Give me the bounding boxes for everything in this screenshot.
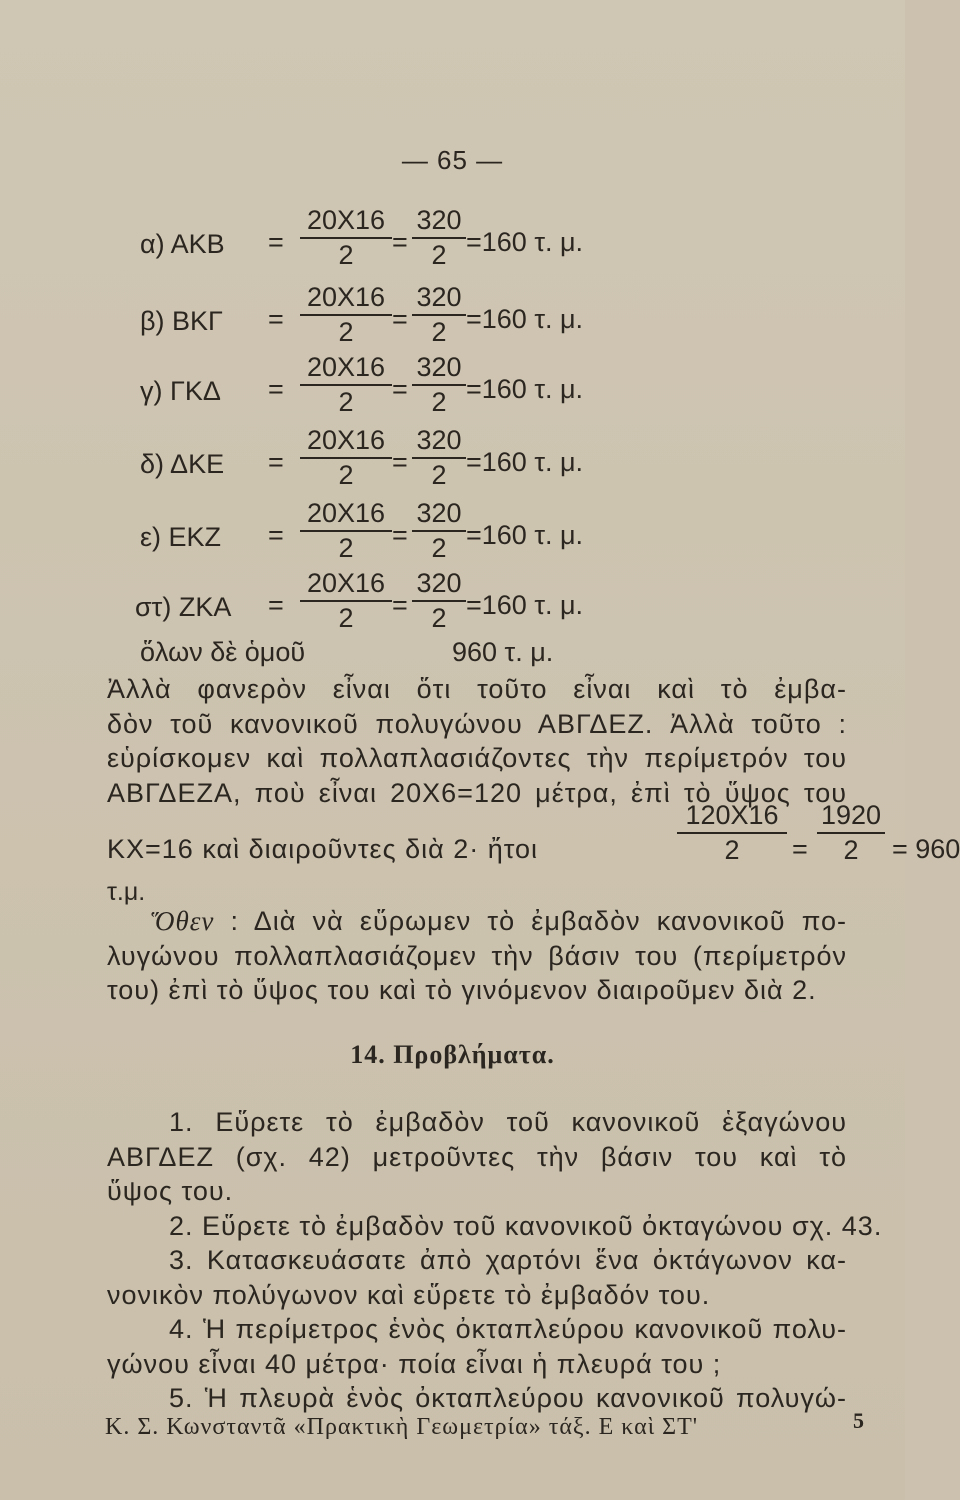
equals-sign: = xyxy=(268,374,284,404)
numerator: 320 xyxy=(416,568,462,598)
text-line: γώνου εἶναι 40 μέτρα· ποία εἶναι ἡ πλευρά του ; xyxy=(107,1348,722,1379)
equals-sign: = xyxy=(268,227,284,257)
text-span: : Διὰ νὰ εὕρωμεν τὸ ἐμβαδὸν κανονικοῦ πο- xyxy=(230,906,847,936)
numerator: 20X16 xyxy=(306,282,386,312)
fraction-bar xyxy=(412,600,466,602)
equation-label: β) ΒΚΓ xyxy=(140,306,223,336)
equation-label: γ) ΓΚΔ xyxy=(140,376,221,406)
sum-label: ὅλων δὲ ὁμοῦ xyxy=(140,637,306,667)
fraction xyxy=(817,800,885,866)
fraction xyxy=(300,282,392,348)
signature-mark: 5 xyxy=(853,1408,865,1433)
equation-label: α) ΑΚΒ xyxy=(140,229,225,259)
equals-sign: = xyxy=(268,447,284,477)
equation-label: ε) ΕΚΖ xyxy=(140,522,222,552)
numerator: 320 xyxy=(416,205,462,235)
equation-label: στ) ΖΚΑ xyxy=(135,592,232,622)
numerator: 20X16 xyxy=(306,205,386,235)
fraction xyxy=(412,205,466,271)
equals-sign: = xyxy=(392,227,408,257)
fraction-bar xyxy=(300,237,392,239)
paragraph xyxy=(107,672,847,810)
equation-result: =160 τ. μ. xyxy=(466,304,584,334)
page-number: — 65 — xyxy=(401,145,504,175)
fraction xyxy=(412,282,466,348)
denominator: 2 xyxy=(431,603,447,633)
equals-sign: = xyxy=(268,520,284,550)
denominator: 2 xyxy=(843,835,859,865)
denominator: 2 xyxy=(431,460,447,490)
fraction xyxy=(677,800,787,866)
sum-total: 960 τ. μ. xyxy=(452,637,554,667)
problem-item: 1. Εὕρετε τὸ ἐμβαδὸν τοῦ κανονικοῦ ἑξαγώνου xyxy=(169,1107,847,1137)
equals-sign: = xyxy=(792,834,808,864)
problem-item: 5. Ἡ πλευρὰ ἑνὸς ὀκταπλεύρου κανονικοῦ πολυγώ- xyxy=(169,1383,847,1413)
sum-row xyxy=(140,637,740,668)
text-line: ὕψος του. xyxy=(107,1176,234,1206)
text-line: του) ἐπὶ τὸ ὕψος του καὶ τὸ γινόμενον διαιροῦμεν διὰ 2. xyxy=(107,975,817,1005)
fraction-bar xyxy=(412,314,466,316)
equals-sign: = xyxy=(268,590,284,620)
fraction xyxy=(300,498,392,564)
equation-result: =160 τ. μ. xyxy=(466,520,584,550)
problem-item: 3. Κατασκευάσατε ἀπὸ χαρτόνι ἕνα ὀκτάγωνον κα- xyxy=(169,1245,847,1275)
equation-result: =160 τ. μ. xyxy=(466,227,584,257)
text-line: εὑρίσκομεν καὶ πολλαπλασιάζοντες τὴν περίμετρόν του xyxy=(107,743,847,773)
problems-list xyxy=(107,1105,883,1416)
fraction xyxy=(412,425,466,491)
denominator: 2 xyxy=(338,317,354,347)
denominator: 2 xyxy=(431,240,447,270)
problem-item: 2. Εὕρετε τὸ ἐμβαδὸν τοῦ κανονικοῦ ὀκταγώνου σχ. 43. xyxy=(169,1210,883,1241)
unit-label: τ.μ. xyxy=(107,878,146,906)
equation-result: =160 τ. μ. xyxy=(466,590,584,620)
fraction-bar xyxy=(300,530,392,532)
equals-sign: = xyxy=(392,447,408,477)
equals-sign: = xyxy=(392,520,408,550)
italic-lead-word: Ὅθεν xyxy=(151,906,215,936)
kx-equation-line xyxy=(107,800,960,880)
fraction-bar xyxy=(412,530,466,532)
equation-result: =160 τ. μ. xyxy=(466,374,584,404)
text-line: ΚΧ=16 καὶ διαιροῦντες διὰ 2· ἤτοι xyxy=(107,834,539,864)
fraction-bar xyxy=(412,457,466,459)
fraction xyxy=(412,498,466,564)
fraction xyxy=(300,352,392,418)
fraction xyxy=(300,568,392,634)
page-footer xyxy=(105,1408,865,1441)
fraction-bar xyxy=(677,832,787,834)
equation-label: δ) ΔΚΕ xyxy=(140,449,225,479)
equals-sign: = xyxy=(392,374,408,404)
denominator: 2 xyxy=(338,387,354,417)
numerator: 20X16 xyxy=(306,498,386,528)
fraction-bar xyxy=(412,237,466,239)
denominator: 2 xyxy=(431,317,447,347)
fraction xyxy=(412,568,466,634)
numerator: 320 xyxy=(416,498,462,528)
fraction-bar xyxy=(300,457,392,459)
fraction-bar xyxy=(300,314,392,316)
denominator: 2 xyxy=(338,460,354,490)
fraction-bar xyxy=(300,384,392,386)
equals-sign: = xyxy=(392,590,408,620)
equals-sign: = xyxy=(268,304,284,334)
fraction-bar xyxy=(300,600,392,602)
numerator: 20X16 xyxy=(306,425,386,455)
fraction-bar xyxy=(817,832,885,834)
numerator: 320 xyxy=(416,425,462,455)
fraction xyxy=(300,425,392,491)
text-line: ΑΒΓΔΕΖΑ, ποὺ εἶναι 20Χ6=120 μέτρα, ἐπὶ τὸ ὕψος του xyxy=(107,777,847,808)
footer-citation: Κ. Σ. Κωνσταντᾶ «Πρακτικὴ Γεωμετρία» τάξ. Ε καὶ ΣΤ' xyxy=(105,1414,699,1440)
denominator: 2 xyxy=(338,240,354,270)
denominator: 2 xyxy=(724,835,740,865)
numerator: 320 xyxy=(416,352,462,382)
numerator: 120X16 xyxy=(685,800,779,830)
section-heading: 14. Προβλήματα. xyxy=(350,1040,555,1069)
rule-paragraph xyxy=(107,904,847,1008)
denominator: 2 xyxy=(431,533,447,563)
numerator: 20X16 xyxy=(306,352,386,382)
equation-result: = 960 xyxy=(892,834,960,864)
denominator: 2 xyxy=(338,533,354,563)
text-line xyxy=(107,904,847,939)
text-line: Ἀλλὰ φανερὸν εἶναι ὅτι τοῦτο εἶναι καὶ τὸ ἐμβα- xyxy=(107,674,847,704)
numerator: 1920 xyxy=(820,800,882,830)
fraction xyxy=(412,352,466,418)
text-line: ΑΒΓΔΕΖ (σχ. 42) μετροῦντες τὴν βάσιν του καὶ τὸ xyxy=(107,1141,847,1172)
denominator: 2 xyxy=(338,603,354,633)
problem-item: 4. Ἡ περίμετρος ἑνὸς ὀκταπλεύρου κανονικοῦ πολυ- xyxy=(169,1314,847,1344)
equation-result: =160 τ. μ. xyxy=(466,447,584,477)
denominator: 2 xyxy=(431,387,447,417)
equals-sign: = xyxy=(392,304,408,334)
numerator: 20X16 xyxy=(306,568,386,598)
numerator: 320 xyxy=(416,282,462,312)
text-line: νονικὸν πολύγωνον καὶ εὕρετε τὸ ἐμβαδόν του. xyxy=(107,1279,711,1310)
text-line: δὸν τοῦ κανονικοῦ πολυγώνου ΑΒΓΔΕΖ. Ἀλλὰ τοῦτο : xyxy=(107,708,847,739)
fraction xyxy=(300,205,392,271)
text-line: λυγώνου πολλαπλασιάζομεν τὴν βάσιν του (περίμετρόν xyxy=(107,940,847,971)
fraction-bar xyxy=(412,384,466,386)
